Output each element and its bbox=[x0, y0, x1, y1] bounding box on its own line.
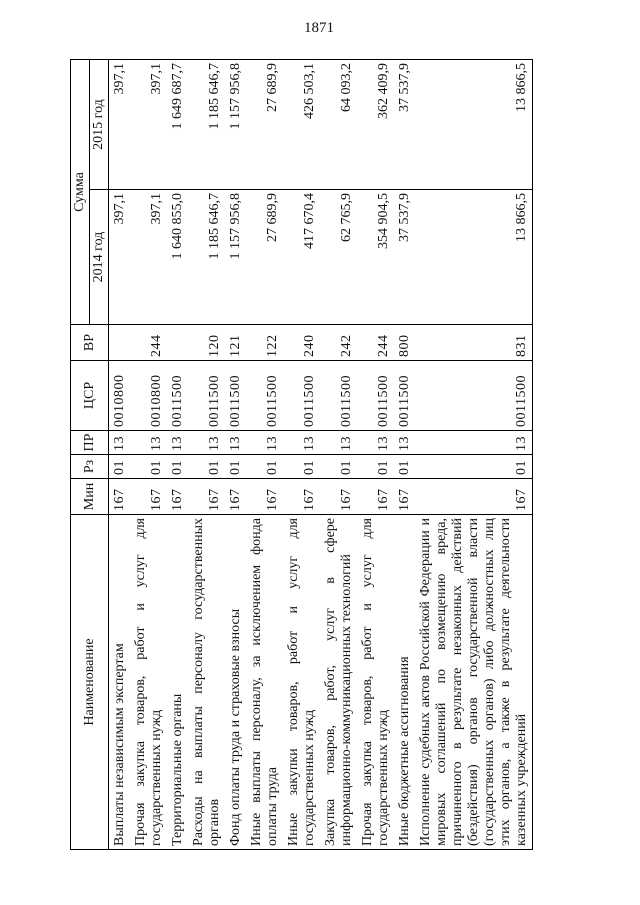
header-csr: ЦСР bbox=[71, 361, 109, 431]
row-rz: 01 bbox=[357, 455, 394, 479]
row-min: 167 bbox=[415, 479, 533, 515]
row-min: 167 bbox=[188, 479, 225, 515]
row-min: 167 bbox=[167, 479, 188, 515]
header-pr: ПР bbox=[71, 431, 109, 455]
row-name: Иные бюджетные ассигнования bbox=[394, 515, 415, 850]
rotated-table-container bbox=[70, 60, 575, 850]
table-row bbox=[415, 60, 533, 850]
row-sum-2015: 426 503,1 bbox=[283, 60, 320, 190]
table-row bbox=[130, 60, 167, 850]
row-pr: 13 bbox=[357, 431, 394, 455]
header-min: Мин bbox=[71, 479, 109, 515]
table-body bbox=[109, 60, 533, 850]
table-row bbox=[357, 60, 394, 850]
row-vr: 121 bbox=[225, 325, 246, 361]
header-vr: ВР bbox=[71, 325, 109, 361]
row-min: 167 bbox=[283, 479, 320, 515]
row-sum-2014: 37 537,9 bbox=[394, 190, 415, 325]
row-min: 167 bbox=[225, 479, 246, 515]
row-pr: 13 bbox=[394, 431, 415, 455]
row-vr: 800 bbox=[394, 325, 415, 361]
row-pr: 13 bbox=[167, 431, 188, 455]
row-sum-2014: 417 670,4 bbox=[283, 190, 320, 325]
table-row bbox=[246, 60, 283, 850]
row-vr bbox=[167, 325, 188, 361]
row-sum-2014: 27 689,9 bbox=[246, 190, 283, 325]
row-sum-2015: 397,1 bbox=[109, 60, 131, 190]
row-pr: 13 bbox=[283, 431, 320, 455]
row-vr: 244 bbox=[357, 325, 394, 361]
row-sum-2014: 1 157 956,8 bbox=[225, 190, 246, 325]
header-2015: 2015 год bbox=[90, 60, 109, 190]
row-rz: 01 bbox=[320, 455, 357, 479]
header-name: Наименование bbox=[71, 515, 109, 850]
table-row bbox=[320, 60, 357, 850]
row-min: 167 bbox=[357, 479, 394, 515]
row-sum-2015: 397,1 bbox=[130, 60, 167, 190]
row-pr: 13 bbox=[415, 431, 533, 455]
row-name: Иные закупки товаров, работ и услуг для государственных нужд bbox=[283, 515, 320, 850]
row-sum-2015: 1 185 646,7 bbox=[188, 60, 225, 190]
row-rz: 01 bbox=[109, 455, 131, 479]
row-vr: 831 bbox=[415, 325, 533, 361]
row-csr: 0011500 bbox=[320, 361, 357, 431]
row-vr: 240 bbox=[283, 325, 320, 361]
row-sum-2015: 27 689,9 bbox=[246, 60, 283, 190]
row-pr: 13 bbox=[109, 431, 131, 455]
row-min: 167 bbox=[320, 479, 357, 515]
row-rz: 01 bbox=[283, 455, 320, 479]
row-sum-2014: 354 904,5 bbox=[357, 190, 394, 325]
row-vr: 244 bbox=[130, 325, 167, 361]
row-sum-2015: 64 093,2 bbox=[320, 60, 357, 190]
row-sum-2015: 13 866,5 bbox=[415, 60, 533, 190]
row-sum-2014: 13 866,5 bbox=[415, 190, 533, 325]
row-min: 167 bbox=[246, 479, 283, 515]
row-sum-2014: 62 765,9 bbox=[320, 190, 357, 325]
table-row bbox=[167, 60, 188, 850]
row-name: Фонд оплаты труда и страховые взносы bbox=[225, 515, 246, 850]
header-2014: 2014 год bbox=[90, 190, 109, 325]
row-vr: 122 bbox=[246, 325, 283, 361]
row-rz: 01 bbox=[225, 455, 246, 479]
header-rz: Рз bbox=[71, 455, 109, 479]
header-sum: Сумма bbox=[71, 60, 90, 325]
row-csr: 0010800 bbox=[109, 361, 131, 431]
row-vr: 242 bbox=[320, 325, 357, 361]
row-csr: 0011500 bbox=[283, 361, 320, 431]
row-name: Закупка товаров, работ, услуг в сфере информационно-коммуникационных технологий bbox=[320, 515, 357, 850]
page-number: 1871 bbox=[304, 20, 334, 36]
row-pr: 13 bbox=[130, 431, 167, 455]
row-sum-2014: 1 185 646,7 bbox=[188, 190, 225, 325]
row-rz: 01 bbox=[167, 455, 188, 479]
table-row bbox=[109, 60, 131, 850]
row-rz: 01 bbox=[246, 455, 283, 479]
row-sum-2015: 1 157 956,8 bbox=[225, 60, 246, 190]
row-vr: 120 bbox=[188, 325, 225, 361]
row-sum-2015: 1 649 687,7 bbox=[167, 60, 188, 190]
row-name: Исполнение судебных актов Российской Федерации и мировых соглашений по возмещению вреда, причиненного в результате незаконных действий (бездействия) органов государственной власти (государственных органов) либо должностных лиц этих органов, а также в результате деятельности казенных учреждений bbox=[415, 515, 533, 850]
row-sum-2014: 1 640 855,0 bbox=[167, 190, 188, 325]
row-csr: 0011500 bbox=[167, 361, 188, 431]
row-name: Расходы на выплаты персоналу государственных органов bbox=[188, 515, 225, 850]
row-csr: 0011500 bbox=[357, 361, 394, 431]
row-sum-2014: 397,1 bbox=[130, 190, 167, 325]
row-min: 167 bbox=[109, 479, 131, 515]
row-pr: 13 bbox=[188, 431, 225, 455]
row-vr bbox=[109, 325, 131, 361]
row-name: Прочая закупка товаров, работ и услуг для государственных нужд bbox=[357, 515, 394, 850]
row-name: Выплаты независимым экспертам bbox=[109, 515, 131, 850]
row-pr: 13 bbox=[320, 431, 357, 455]
budget-table bbox=[70, 59, 533, 850]
row-name: Иные выплаты персоналу, за исключением фонда оплаты труда bbox=[246, 515, 283, 850]
row-pr: 13 bbox=[225, 431, 246, 455]
row-csr: 0011500 bbox=[394, 361, 415, 431]
row-sum-2015: 362 409,9 bbox=[357, 60, 394, 190]
table-row bbox=[283, 60, 320, 850]
row-csr: 0011500 bbox=[188, 361, 225, 431]
row-csr: 0011500 bbox=[246, 361, 283, 431]
row-csr: 0010800 bbox=[130, 361, 167, 431]
row-name: Прочая закупка товаров, работ и услуг для государственных нужд bbox=[130, 515, 167, 850]
table-row bbox=[225, 60, 246, 850]
row-min: 167 bbox=[394, 479, 415, 515]
row-rz: 01 bbox=[188, 455, 225, 479]
table-row bbox=[394, 60, 415, 850]
row-rz: 01 bbox=[415, 455, 533, 479]
row-pr: 13 bbox=[246, 431, 283, 455]
row-sum-2015: 37 537,9 bbox=[394, 60, 415, 190]
row-name: Территориальные органы bbox=[167, 515, 188, 850]
row-rz: 01 bbox=[394, 455, 415, 479]
table-row bbox=[188, 60, 225, 850]
row-sum-2014: 397,1 bbox=[109, 190, 131, 325]
row-csr: 0011500 bbox=[415, 361, 533, 431]
row-min: 167 bbox=[130, 479, 167, 515]
row-csr: 0011500 bbox=[225, 361, 246, 431]
row-rz: 01 bbox=[130, 455, 167, 479]
